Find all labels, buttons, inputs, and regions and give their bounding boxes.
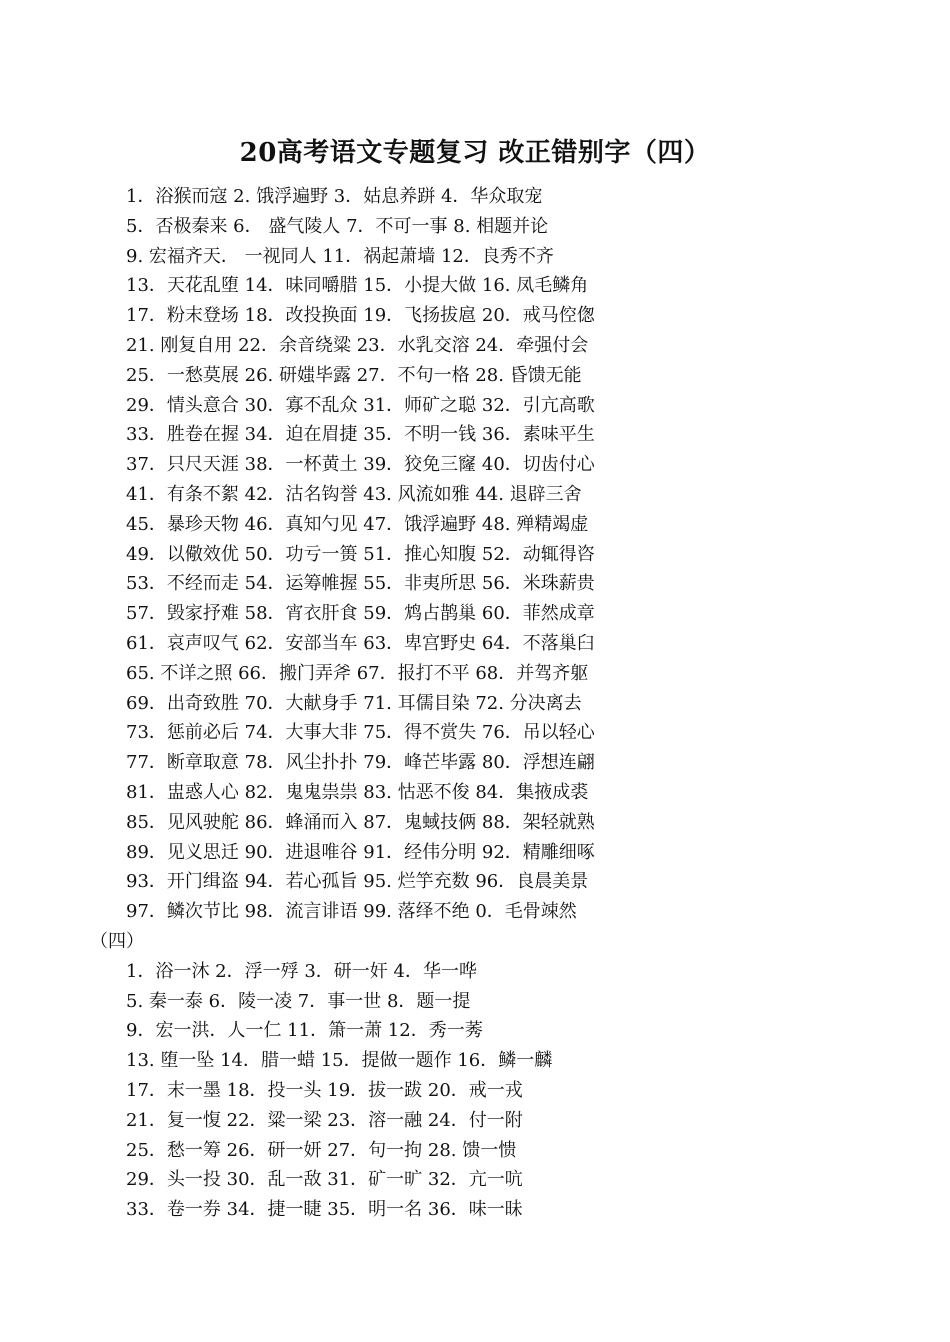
question-line: 61．哀声叹气 62．安部当车 63．卑宫野史 64．不落巢臼 bbox=[126, 633, 595, 654]
question-line: 73．惩前必后 74．大事大非 75．得不赏失 76．吊以轻心 bbox=[126, 722, 595, 743]
answer-line: 13. 堕一坠 14．腊一蜡 15．提做一题作 16．鳞一麟 bbox=[126, 1050, 553, 1071]
answer-line: 33．卷一券 34．捷一睫 35．明一名 36．味一昧 bbox=[126, 1199, 523, 1220]
question-line: 97．鳞次节比 98．流言诽语 99. 落绎不绝 0．毛骨竦然 bbox=[126, 901, 577, 922]
question-line: 25．一愁莫展 26. 研媸毕露 27．不句一格 28. 昏馈无能 bbox=[126, 365, 582, 386]
answers-heading: （四） bbox=[90, 931, 144, 952]
question-line: 41．有条不絮 42．沽名钩誉 43. 风流如雅 44. 退辟三舍 bbox=[126, 484, 582, 505]
question-line: 81．盅惑人心 82．鬼鬼祟祟 83. 怙恶不俊 84．集掖成裘 bbox=[126, 782, 589, 803]
question-line: 13．天花乱堕 14．味同嚼腊 15．小提大做 16. 凤毛鳞角 bbox=[126, 275, 589, 296]
answer-line: 29．头一投 30．乱一敌 31．矿一旷 32．亢一吭 bbox=[126, 1169, 523, 1190]
question-line: 85．见风驶舵 86．蜂涌而入 87．鬼蜮技俩 88．架轻就熟 bbox=[126, 812, 595, 833]
answer-line: 21．复一愎 22．粱一梁 23．溶一融 24．付一附 bbox=[126, 1110, 523, 1131]
question-line: 45．暴珍天物 46．真知勺见 47．饿浮遍野 48. 殚精竭虚 bbox=[126, 514, 589, 535]
answer-line: 25．愁一筹 26．研一妍 27．句一拘 28. 馈一愦 bbox=[126, 1140, 517, 1161]
question-line: 53．不经而走 54．运筹帷握 55．非夷所思 56．米珠薪贵 bbox=[126, 573, 595, 594]
answer-line: 5. 秦一泰 6．陵一凌 7．事一世 8．题一提 bbox=[126, 991, 471, 1012]
document-title: 20高考语文专题复习 改正错别字（四） bbox=[239, 138, 711, 168]
answer-line: 9．宏一洪．人一仁 11．箫一萧 12．秀一莠 bbox=[126, 1020, 483, 1041]
question-line: 49．以儆效优 50．功亏一篑 51．推心知腹 52．动辄得咨 bbox=[126, 544, 595, 565]
question-line: 5．否极秦来 6． 盛气陵人 7．不可一事 8. 相题并论 bbox=[126, 216, 549, 237]
question-line: 57．毁家抒难 58．宵衣肝食 59．鸩占鹊巢 60．菲然成章 bbox=[126, 603, 595, 624]
question-line: 29．情头意合 30．寡不乱众 31．师矿之聪 32．引亢高歌 bbox=[126, 395, 595, 416]
question-line: 9. 宏福齐天． 一视同人 11．祸起萧墙 12．良秀不齐 bbox=[126, 246, 554, 267]
question-line: 33．胜卷在握 34．迫在眉捷 35．不明一钱 36．素味平生 bbox=[126, 424, 595, 445]
question-line: 37．只尺天涯 38．一杯黄土 39．狡免三窿 40．切齿付心 bbox=[126, 454, 595, 475]
question-line: 77．断章取意 78．风尘扑扑 79．峰芒毕露 80．浮想连翩 bbox=[126, 752, 595, 773]
question-line: 93．开门缉盗 94．若心孤旨 95. 烂竽充数 96．良晨美景 bbox=[126, 871, 589, 892]
answer-line: 17．末一墨 18．投一头 19．拔一跋 20．戒一戎 bbox=[126, 1080, 523, 1101]
question-line: 65. 不详之照 66．搬门弄斧 67．报打不平 68．并驾齐躯 bbox=[126, 663, 589, 684]
question-line: 1．浴猴而寇 2. 饿浮遍野 3．姑息养跰 4．华众取宠 bbox=[126, 186, 543, 207]
question-line: 69．出奇致胜 70．大献身手 71. 耳儒目染 72. 分决离去 bbox=[126, 693, 582, 714]
answer-line: 1．浴一沐 2．浮一殍 3．研一奸 4．华一哗 bbox=[126, 961, 477, 982]
question-line: 21. 刚复自用 22．余音绕粱 23．水乳交溶 24．牵强付会 bbox=[126, 335, 589, 356]
question-line: 89．见义思迁 90．进退唯谷 91．经伟分明 92．精雕细啄 bbox=[126, 842, 595, 863]
question-line: 17．粉末登场 18．改投换面 19．飞扬拔扈 20．戒马倥偬 bbox=[126, 305, 595, 326]
